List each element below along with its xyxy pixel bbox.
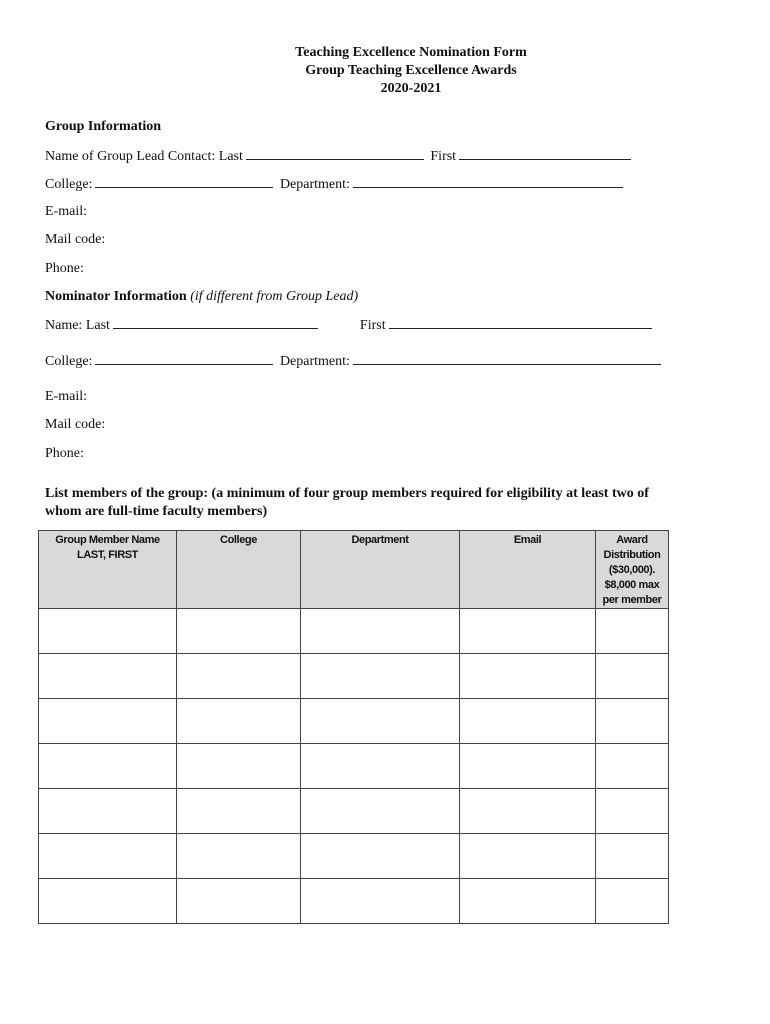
member-name-cell[interactable] <box>39 609 177 654</box>
group-lead-last-label: Name of Group Lead Contact: Last <box>45 149 243 164</box>
members-header-row <box>39 531 669 609</box>
members-table <box>38 530 669 924</box>
nominator-heading: Nominator Information <box>45 289 187 304</box>
department-cell[interactable] <box>301 879 460 924</box>
college-cell[interactable] <box>177 834 301 879</box>
award-cell[interactable] <box>596 744 669 789</box>
form-title <box>0 44 770 98</box>
award-cell[interactable] <box>596 654 669 699</box>
member-name-cell[interactable] <box>39 789 177 834</box>
group-lead-first-label: First <box>430 149 457 164</box>
group-lead-first-field[interactable] <box>459 147 631 160</box>
title-line-2: Group Teaching Excellence Awards <box>305 63 517 78</box>
group-mailcode-label: Mail code: <box>45 232 106 247</box>
table-row <box>39 654 669 699</box>
email-cell[interactable] <box>460 654 596 699</box>
nominator-first-field[interactable] <box>389 316 652 329</box>
table-row <box>39 879 669 924</box>
group-college-field[interactable] <box>95 175 273 188</box>
group-lead-row <box>45 147 634 166</box>
col-header-member-name: Group Member Name LAST, FIRST <box>39 531 177 609</box>
nominator-college-field[interactable] <box>95 352 273 365</box>
college-cell[interactable] <box>177 744 301 789</box>
nominator-college-label: College: <box>45 354 93 369</box>
nominator-last-field[interactable] <box>113 316 318 329</box>
college-cell[interactable] <box>177 654 301 699</box>
college-cell[interactable] <box>177 789 301 834</box>
group-phone-label: Phone: <box>45 261 84 276</box>
email-cell[interactable] <box>460 879 596 924</box>
nominator-name-row <box>45 316 655 335</box>
nominator-last-label: Name: Last <box>45 318 110 333</box>
nominator-college-row <box>45 352 664 371</box>
group-lead-last-field[interactable] <box>246 147 424 160</box>
members-table-body <box>39 609 669 924</box>
award-cell[interactable] <box>596 834 669 879</box>
award-cell[interactable] <box>596 609 669 654</box>
nominator-heading-row <box>45 288 358 306</box>
email-cell[interactable] <box>460 609 596 654</box>
nominator-note: (if different from Group Lead) <box>190 289 359 304</box>
member-name-cell[interactable] <box>39 744 177 789</box>
table-row <box>39 744 669 789</box>
table-row <box>39 609 669 654</box>
email-cell[interactable] <box>460 834 596 879</box>
title-line-3: 2020-2021 <box>380 81 442 96</box>
email-cell[interactable] <box>460 744 596 789</box>
department-cell[interactable] <box>301 654 460 699</box>
nominator-department-field[interactable] <box>353 352 661 365</box>
department-cell[interactable] <box>301 744 460 789</box>
college-cell[interactable] <box>177 879 301 924</box>
members-instruction-line-1: List members of the group: (a minimum of four group members required for eligibility at least two of <box>45 486 649 501</box>
members-instruction-line-2: whom are full-time faculty members) <box>45 504 268 519</box>
award-cell[interactable] <box>596 879 669 924</box>
email-cell[interactable] <box>460 699 596 744</box>
department-cell[interactable] <box>301 789 460 834</box>
email-cell[interactable] <box>460 789 596 834</box>
col-header-email: Email <box>460 531 596 609</box>
department-cell[interactable] <box>301 834 460 879</box>
group-college-row <box>45 175 626 194</box>
college-cell[interactable] <box>177 609 301 654</box>
table-row <box>39 789 669 834</box>
group-email-label: E-mail: <box>45 204 87 219</box>
group-department-label: Department: <box>279 177 350 192</box>
col-header-college: College <box>177 531 301 609</box>
group-college-label: College: <box>45 177 93 192</box>
member-name-cell[interactable] <box>39 699 177 744</box>
member-name-cell[interactable] <box>39 654 177 699</box>
col-header-department: Department <box>301 531 460 609</box>
nominator-mailcode-label: Mail code: <box>45 417 106 432</box>
group-info-heading: Group Information <box>45 119 162 134</box>
college-cell[interactable] <box>177 699 301 744</box>
department-cell[interactable] <box>301 609 460 654</box>
award-cell[interactable] <box>596 789 669 834</box>
department-cell[interactable] <box>301 699 460 744</box>
nominator-department-label: Department: <box>279 354 350 369</box>
nominator-email-label: E-mail: <box>45 389 87 404</box>
table-row <box>39 834 669 879</box>
table-row <box>39 699 669 744</box>
col-header-award-distribution: Award Distribution ($30,000). $8,000 max per member <box>596 531 669 609</box>
group-department-field[interactable] <box>353 175 623 188</box>
title-line-1: Teaching Excellence Nomination Form <box>295 45 527 60</box>
member-name-cell[interactable] <box>39 879 177 924</box>
nominator-phone-label: Phone: <box>45 446 84 461</box>
award-cell[interactable] <box>596 699 669 744</box>
member-name-cell[interactable] <box>39 834 177 879</box>
nominator-first-label: First <box>359 318 386 333</box>
